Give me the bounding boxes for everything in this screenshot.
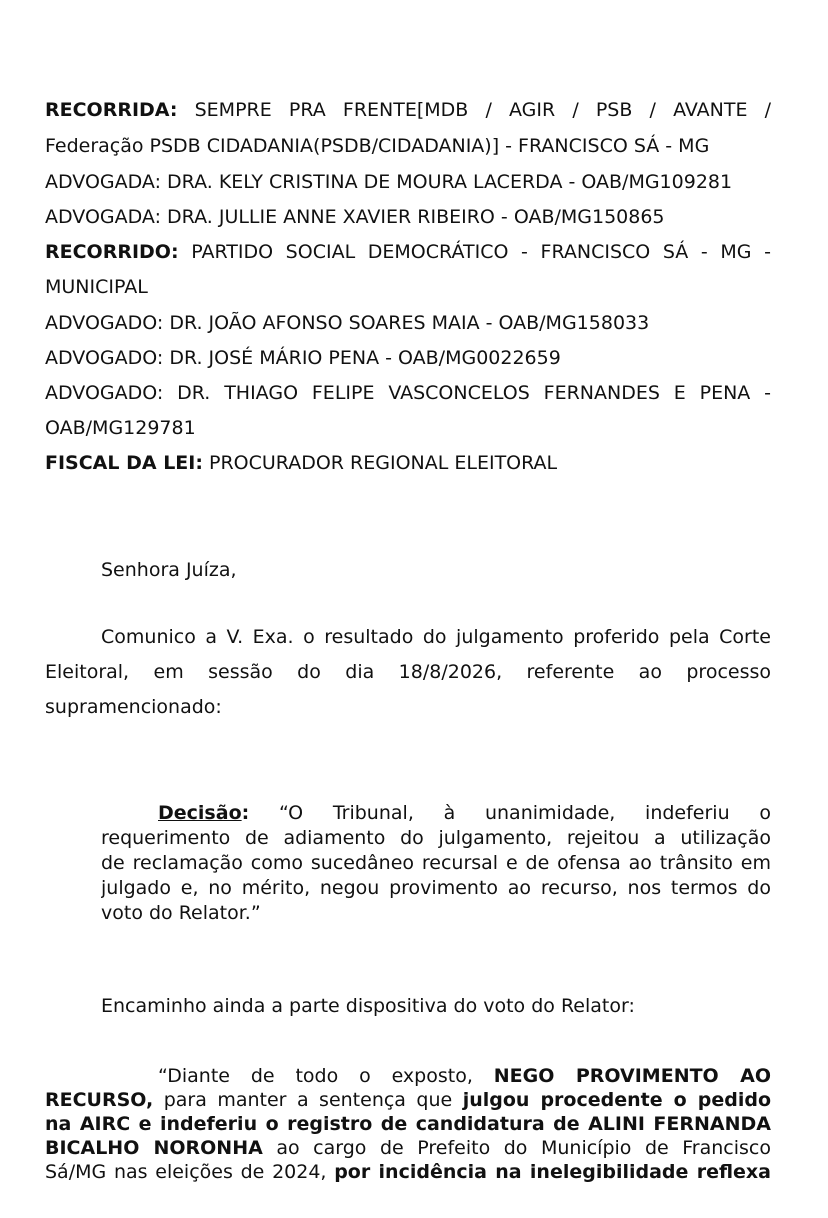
recorrido-name: PARTIDO SOCIAL DEMOCRÁTICO - FRANCISCO SÁ - MG - bbox=[191, 241, 771, 263]
decisao-label: Decisão bbox=[158, 802, 242, 824]
paragraph-1-line-1: Comunico a V. Exa. o resultado do julgamento proferido pela Corte bbox=[101, 626, 771, 648]
dispositivo-text-1b: NEGO PROVIMENTO AO bbox=[493, 1065, 771, 1087]
salutation: Senhora Juíza, bbox=[101, 559, 237, 581]
recorrido-label: RECORRIDO: bbox=[45, 241, 179, 263]
dispositivo-line-4 bbox=[45, 1136, 771, 1160]
decisao-block bbox=[101, 801, 771, 926]
dispositivo-text-4b: ao cargo de Prefeito do Município de Francisco bbox=[276, 1137, 771, 1159]
advogado-thiago-line-1: ADVOGADO: DR. THIAGO FELIPE VASCONCELOS FERNANDES E PENA - bbox=[45, 382, 771, 404]
decisao-text-1: “O Tribunal, à unanimidade, indeferiu o bbox=[278, 802, 771, 824]
dispositivo-text-2c: julgou procedente o pedido bbox=[462, 1089, 771, 1111]
dispositivo-text-4a: BICALHO NORONHA bbox=[45, 1137, 263, 1159]
dispositivo-line-5 bbox=[45, 1160, 771, 1184]
decisao-line-5: voto do Relator.” bbox=[101, 902, 261, 924]
recorrida-line-2: Federação PSDB CIDADANIA(PSDB/CIDADANIA)] - FRANCISCO SÁ - MG bbox=[45, 135, 710, 157]
decisao-line-3: de reclamação como sucedâneo recursal e de ofensa ao trânsito em bbox=[101, 852, 771, 874]
advogado-jose: ADVOGADO: DR. JOSÉ MÁRIO PENA - OAB/MG0022659 bbox=[45, 347, 561, 369]
dispositivo-block bbox=[45, 1064, 771, 1184]
dispositivo-line-2 bbox=[45, 1088, 771, 1112]
recorrido-line-1 bbox=[45, 239, 771, 265]
paragraph-2: Encaminho ainda a parte dispositiva do voto do Relator: bbox=[101, 995, 635, 1017]
advogada-kely: ADVOGADA: DRA. KELY CRISTINA DE MOURA LACERDA - OAB/MG109281 bbox=[45, 171, 733, 193]
decisao-line-1 bbox=[101, 801, 771, 826]
advogada-jullie: ADVOGADA: DRA. JULLIE ANNE XAVIER RIBEIRO - OAB/MG150865 bbox=[45, 206, 665, 228]
recorrido-line-2: MUNICIPAL bbox=[45, 276, 148, 298]
dispositivo-text-5a: Sá/MG nas eleições de 2024, bbox=[45, 1161, 327, 1183]
fiscal-value: PROCURADOR REGIONAL ELEITORAL bbox=[209, 452, 558, 474]
recorrida-label: RECORRIDA: bbox=[45, 99, 178, 121]
dispositivo-line-1 bbox=[45, 1064, 771, 1088]
decisao-line-2: requerimento de adiamento do julgamento, rejeitou a utilização bbox=[101, 827, 771, 849]
recorrida-name: SEMPRE PRA FRENTE[MDB / AGIR / PSB / AVANTE / bbox=[194, 99, 771, 121]
paragraph-1-line-2: Eleitoral, em sessão do dia 18/8/2026, referente ao processo bbox=[45, 661, 771, 683]
dispositivo-text-2a: RECURSO, bbox=[45, 1089, 154, 1111]
advogado-thiago-line-2: OAB/MG129781 bbox=[45, 417, 196, 439]
advogado-joao: ADVOGADO: DR. JOÃO AFONSO SOARES MAIA - OAB/MG158033 bbox=[45, 312, 650, 334]
dispositivo-text-1a: “Diante de todo o exposto, bbox=[158, 1065, 473, 1087]
fiscal-label: FISCAL DA LEI: bbox=[45, 452, 203, 474]
recorrida-line-1 bbox=[45, 97, 771, 123]
paragraph-1-line-3: supramencionado: bbox=[45, 696, 222, 718]
fiscal-da-lei bbox=[45, 450, 771, 476]
dispositivo-text-3: na AIRC e indeferiu o registro de candidatura de ALINI FERNANDA bbox=[45, 1113, 771, 1135]
decisao-colon: : bbox=[241, 802, 250, 824]
dispositivo-text-2b: para manter a sentença que bbox=[163, 1089, 453, 1111]
decisao-line-4: julgado e, no mérito, negou provimento ao recurso, nos termos do bbox=[101, 877, 771, 899]
dispositivo-text-5b: por incidência na inelegibilidade reflexa bbox=[334, 1161, 771, 1183]
dispositivo-line-3 bbox=[45, 1112, 771, 1136]
